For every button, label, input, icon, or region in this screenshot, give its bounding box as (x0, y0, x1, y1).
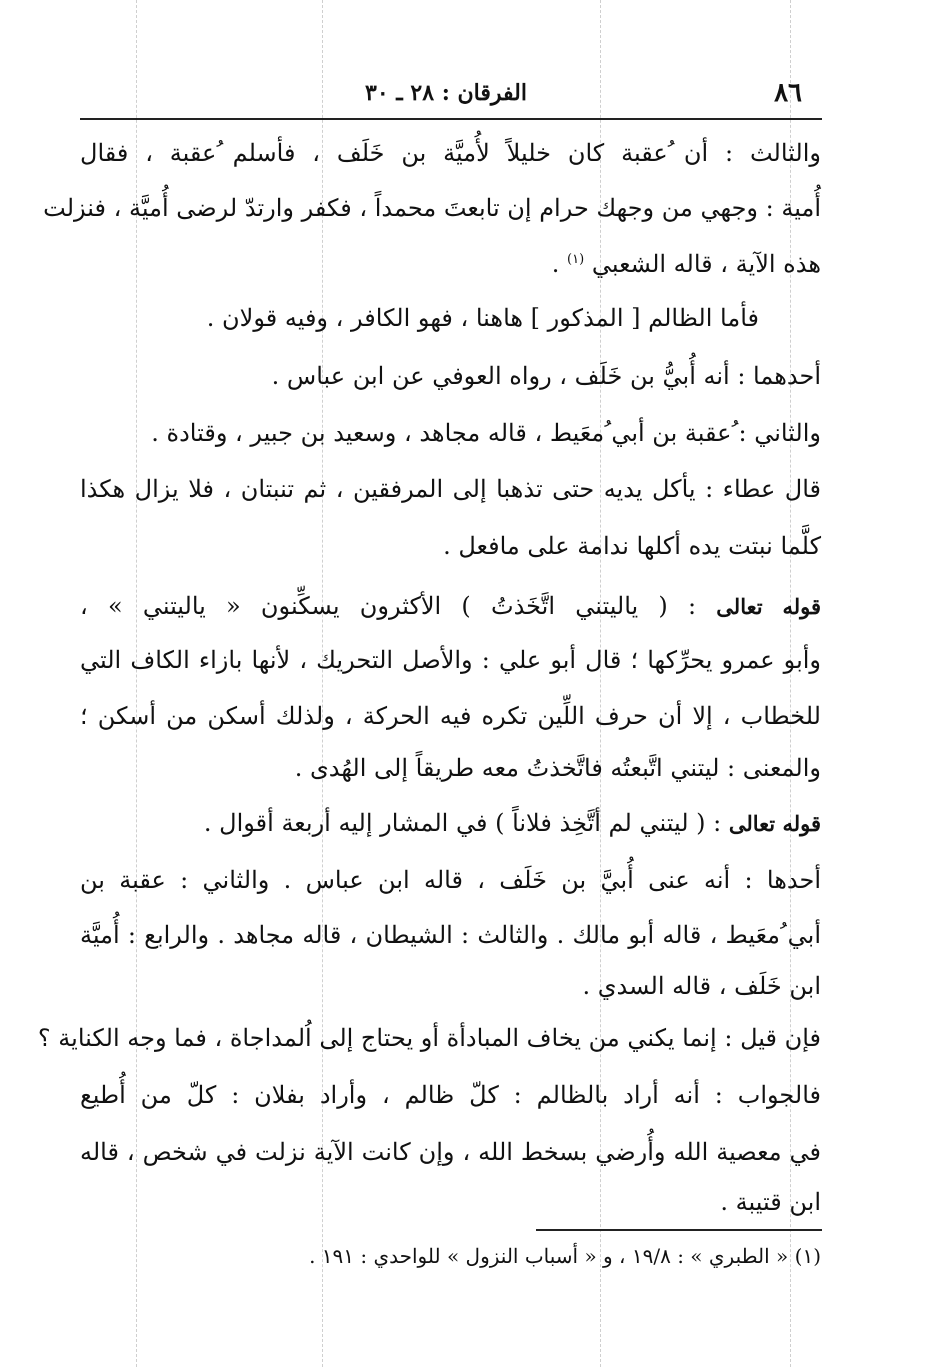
text-line: فالجواب : أنه أراد بالظالم : كلّ ظالم ، وأراد بفلان : كلّ من أُطيع (80, 1081, 821, 1109)
text-line (80, 240, 821, 284)
text-line: أبي ُمعَيط ، قاله أبو مالك . والثالث : الشيطان ، قاله مجاهد . والرابع : أُميَّة (80, 921, 821, 949)
line-text: هذه الآية ، قاله الشعبي (591, 250, 821, 278)
text-line: أحدهما : أنه أُبيُّ بن خَلَف ، رواه العوفي عن ابن عباس . (271, 362, 821, 390)
text-line: والمعنى : ليتني اتَّبعتُه فاتَّخذتُ معه طريقاً إلى الهُدى . (294, 754, 821, 782)
text-line: أُمية : وجهي من وجهك حرام إن تابعتَ محمداً ، فكفر وارتدّ لرضى أُميَّة ، فنزلت (43, 194, 821, 222)
line-end: . (551, 250, 568, 278)
page-number: ٨٦ (774, 78, 802, 108)
text-line: والثالث : أن ُعقبة كان خليلاً لأُميَّة بن خَلَف ، فأسلم ُعقبة ، فقال (80, 139, 821, 167)
line-text: : ( ليتني لم أتَّخِذ فلاناً ) في المشار إليه أربعة أقوال . (203, 809, 722, 837)
text-line: قال عطاء : يأكل يديه حتى تذهبا إلى المرفقين ، ثم تنبتان ، فلا يزال هكذا (80, 475, 821, 503)
text-line: في معصية الله وأُرضي بسخط الله ، وإن كانت الآية نزلت في شخص ، قاله (80, 1138, 821, 1166)
text-line: أحدها : أنه عنى أُبيَّ بن خَلَف ، قاله ابن عباس . والثاني : عقبة بن (80, 866, 821, 894)
text-line: وأبو عمرو يحرِّكها ؛ قال أبو علي : والأصل التحريك ، لأنها بازاء الكاف التي (80, 646, 821, 674)
text-line: ابن خَلَف ، قاله السدي . (582, 972, 821, 1000)
footnote-ref: (١) (567, 252, 585, 267)
text-line: ابن قتيبة . (720, 1188, 821, 1216)
text-line: للخطاب ، إلا أن حرف اللِّين تكره فيه الحركة ، ولذلك أسكن من أسكن ؛ (80, 702, 821, 730)
text-line: والثاني : ُعقبة بن أبي ُمعَيط ، قاله مجاهد ، وسعيد بن جبير ، وقتادة . (151, 419, 821, 447)
running-title: الفرقان : ٢٨ ـ ٣٠ (365, 80, 527, 106)
verse-lead: قوله تعالى (728, 811, 821, 836)
line-text: : ( ياليتني اتَّخَذتُ ) الأكثرون يسكِّنون « ياليتني » ، (80, 592, 697, 620)
text-line: فأما الظالم [ المذكور ] هاهنا ، فهو الكافر ، وفيه قولان . (206, 304, 759, 332)
footnote-divider (536, 1229, 822, 1231)
verse-lead: قوله تعالى (716, 594, 821, 619)
page-header (80, 72, 822, 120)
text-line: كلَّما نبتت يده أكلها ندامة على مافعل . (443, 532, 821, 560)
text-line (80, 586, 821, 627)
text-line (80, 803, 821, 844)
text-line: فإن قيل : إنما يكني من يخاف المبادأة أو يحتاج إلى اُلمداجاة ، فما وجه الكناية ؟ (37, 1024, 821, 1052)
footnote: (١) « الطبري » : ١٩/٨ ، و « أسباب النزول » للواحدي : ١٩١ . (309, 1244, 821, 1268)
